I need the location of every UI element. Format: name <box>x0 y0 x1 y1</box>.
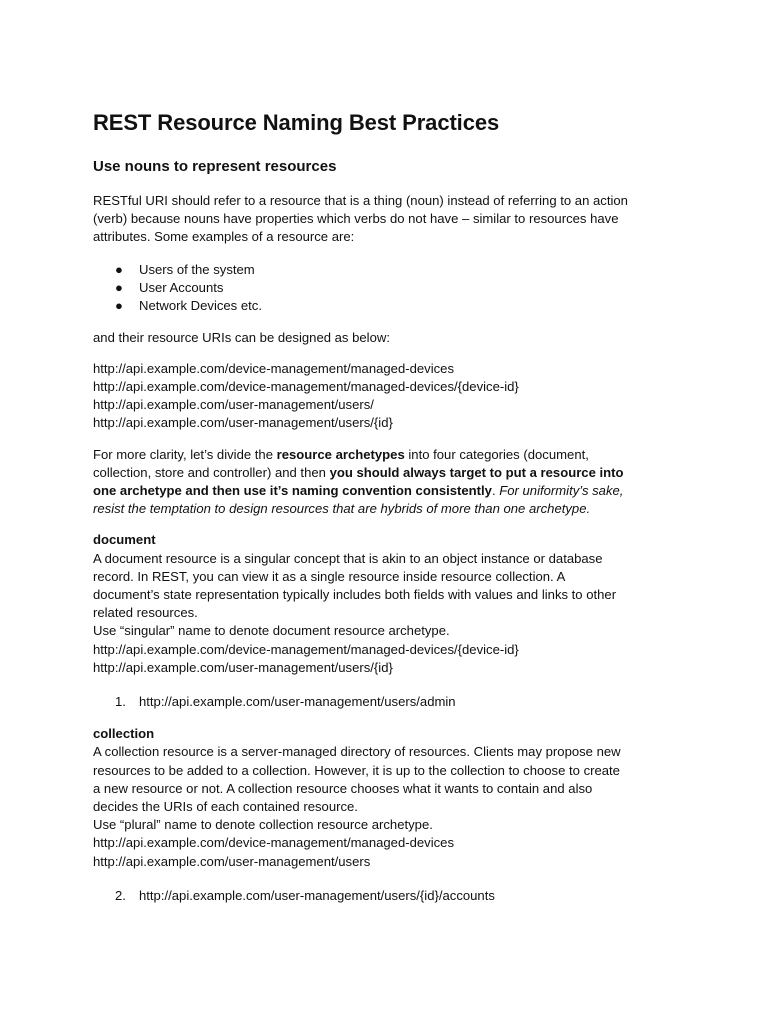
collection-line: a new resource or not. A collection resource chooses what it wants to contain and also <box>93 780 593 796</box>
list-item <box>93 297 683 315</box>
document-line: http://api.example.com/device-management/managed-devices/{device-id} <box>93 641 519 657</box>
intro-line: (verb) because nouns have properties which verbs do not have – similar to resources have <box>93 211 619 227</box>
clarity-bold-text: resource archetypes <box>276 446 405 462</box>
list-item-text: User Accounts <box>139 279 224 295</box>
document-numbered-list <box>93 693 683 711</box>
clarity-line <box>93 500 683 518</box>
list-item-text: Users of the system <box>139 261 255 277</box>
clarity-paragraph <box>93 446 683 519</box>
collection-numbered-list <box>93 887 683 905</box>
document-page <box>93 108 683 905</box>
uri-intro-text: and their resource URIs can be designed as below: <box>93 329 390 345</box>
document-section <box>93 550 683 677</box>
bullet-icon: ● <box>115 298 123 314</box>
collection-heading: collection <box>93 726 155 742</box>
item-text: http://api.example.com/user-management/users/{id}/accounts <box>139 887 495 903</box>
examples-list <box>93 261 683 316</box>
collection-line: decides the URIs of each contained resource. <box>93 798 358 814</box>
item-number: 1. <box>115 693 126 709</box>
uri-line: http://api.example.com/device-management/managed-devices/{device-id} <box>93 378 519 394</box>
list-item <box>93 261 683 279</box>
item-number: 2. <box>115 887 126 903</box>
list-item <box>93 279 683 297</box>
clarity-bold-text: one archetype and then use it’s naming convention consistently <box>93 482 492 498</box>
clarity-italic-text: resist the temptation to design resources that are hybrids of more than one archetype. <box>93 501 591 517</box>
item-text: http://api.example.com/user-management/users/admin <box>139 693 456 709</box>
numbered-item <box>93 693 683 711</box>
list-item-text: Network Devices etc. <box>139 298 262 314</box>
collection-section <box>93 743 683 870</box>
document-line: A document resource is a singular concept that is akin to an object instance or database <box>93 550 603 566</box>
clarity-italic-text: For uniformity’s sake, <box>499 482 624 498</box>
clarity-line <box>93 482 683 500</box>
intro-line: attributes. Some examples of a resource are: <box>93 229 355 245</box>
clarity-text: collection, store and controller) and then <box>93 464 330 480</box>
collection-line: A collection resource is a server-managed directory of resources. Clients may propose new <box>93 744 621 760</box>
collection-line: http://api.example.com/user-management/users <box>93 853 371 869</box>
clarity-text: into four categories (document, <box>404 446 589 462</box>
intro-line: RESTful URI should refer to a resource that is a thing (noun) instead of referring to an action <box>93 193 628 208</box>
page-title: REST Resource Naming Best Practices <box>93 110 500 135</box>
uri-line: http://api.example.com/user-management/users/{id} <box>93 415 393 431</box>
document-line: document’s state representation typically includes both fields with values and links to other <box>93 586 617 602</box>
bullet-icon: ● <box>115 279 123 295</box>
uri-line: http://api.example.com/user-management/users/ <box>93 397 374 413</box>
collection-line: http://api.example.com/device-management/managed-devices <box>93 835 454 851</box>
collection-line: Use “plural” name to denote collection resource archetype. <box>93 817 433 833</box>
clarity-text: For more clarity, let’s divide the <box>93 446 277 462</box>
bullet-icon: ● <box>115 261 123 277</box>
uri-examples <box>93 360 683 433</box>
document-line: http://api.example.com/user-management/users/{id} <box>93 659 393 675</box>
clarity-line <box>93 446 683 464</box>
collection-line: resources to be added to a collection. However, it is up to the collection to choose to create <box>93 762 620 778</box>
clarity-text: . <box>491 482 500 498</box>
clarity-line <box>93 464 683 482</box>
uri-line: http://api.example.com/device-management/managed-devices <box>93 360 454 376</box>
intro-paragraph <box>93 192 683 247</box>
document-line: Use “singular” name to denote document resource archetype. <box>93 623 450 639</box>
document-line: related resources. <box>93 605 198 621</box>
section-subtitle: Use nouns to represent resources <box>93 158 337 175</box>
clarity-bold-text: you should always target to put a resource into <box>329 464 624 480</box>
document-line: record. In REST, you can view it as a single resource inside resource collection. A <box>93 568 566 584</box>
numbered-item <box>93 887 683 905</box>
document-heading: document <box>93 532 156 548</box>
